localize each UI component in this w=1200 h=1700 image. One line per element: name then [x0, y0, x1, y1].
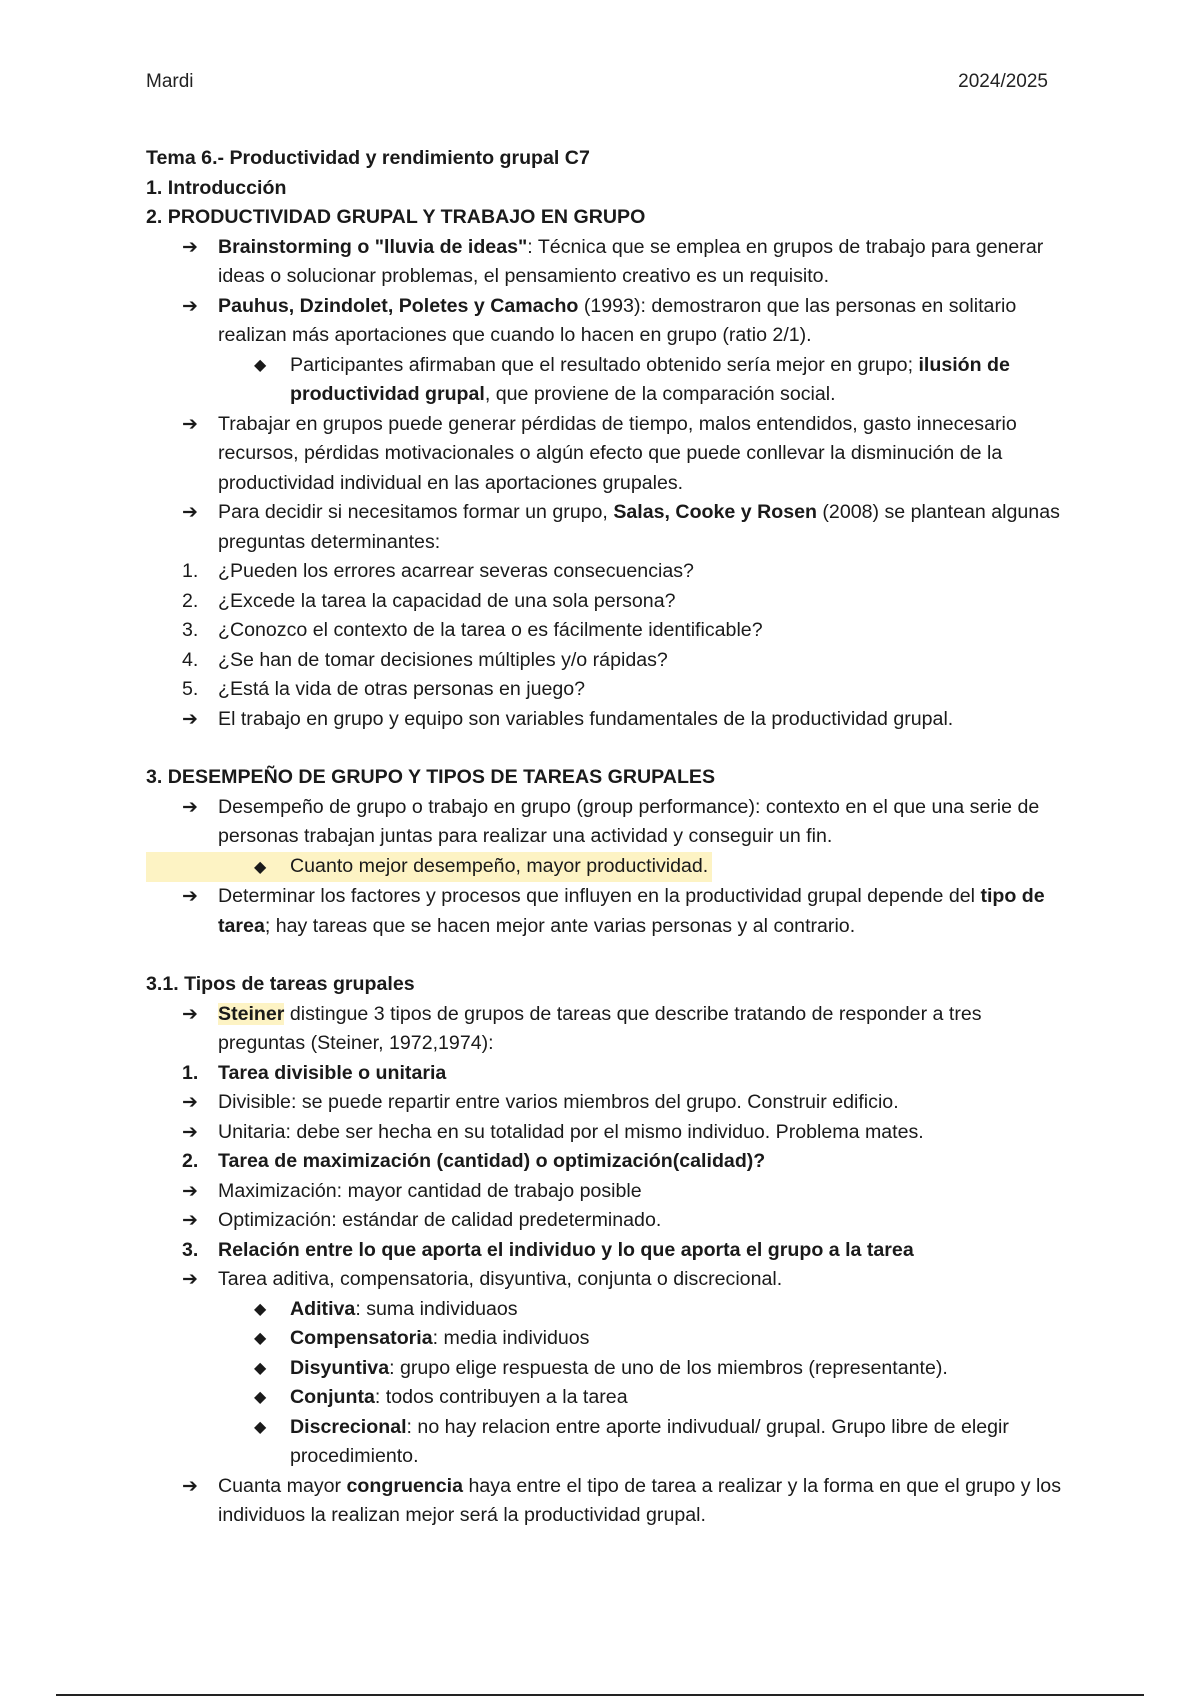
- subbullet-conjunta: ◆ Conjunta: todos contribuyen a la tarea: [146, 1383, 1066, 1413]
- diamond-icon: ◆: [254, 1300, 267, 1318]
- bullet-optimizacion: ➔ Optimización: estándar de calidad predeterminado.: [146, 1206, 1066, 1236]
- question-divisible: 1. Tarea divisible o unitaria: [182, 1061, 447, 1084]
- question-item: 1. ¿Pueden los errores acarrear severas consecuencias?: [182, 560, 694, 582]
- diamond-icon: ◆: [254, 356, 267, 374]
- bullet-maximizacion: ➔ Maximización: mayor cantidad de trabajo posible: [146, 1177, 1066, 1207]
- arrow-icon: ➔: [182, 1475, 198, 1497]
- question-item: 3. ¿Conozco el contexto de la tarea o es fácilmente identificable?: [182, 619, 763, 641]
- question-relacion: 3. Relación entre lo que aporta el individuo y lo que aporta el grupo a la tarea: [182, 1238, 914, 1261]
- arrow-icon: ➔: [182, 413, 198, 435]
- arrow-icon: ➔: [182, 708, 198, 730]
- subbullet-compensatoria: ◆ Compensatoria: media individuos: [146, 1324, 1066, 1354]
- question-item: 5. ¿Está la vida de otras personas en juego?: [182, 678, 586, 700]
- heading-introduccion: 1. Introducción: [146, 176, 287, 199]
- arrow-icon: ➔: [182, 1210, 198, 1231]
- question-item: 4. ¿Se han de tomar decisiones múltiples y/o rápidas?: [182, 648, 668, 671]
- bullet-tipos-tarea: ➔ Tarea aditiva, compensatoria, disyuntiva, conjunta o discrecional.: [146, 1265, 1066, 1295]
- bullet-steiner: ➔ Steiner distingue 3 tipos de grupos de tareas que describe tratando de responder a tres preguntas (Steiner, 1972,1974):: [146, 1000, 1066, 1059]
- bullet-unitaria: ➔ Unitaria: debe ser hecha en su totalidad por el mismo individuo. Problema mates.: [146, 1118, 1066, 1148]
- page-header: [146, 71, 1048, 97]
- heading-desempeno: 3. DESEMPEÑO DE GRUPO Y TIPOS DE TAREAS GRUPALES: [146, 766, 716, 788]
- subbullet-discrecional: ◆ Discrecional: no hay relacion entre aporte indivudual/ grupal. Grupo libre de elegir procedimiento.: [146, 1413, 1066, 1472]
- bullet-pauhus: ➔ Pauhus, Dzindolet, Poletes y Camacho (1993): demostraron que las personas en solitario realizan más aportaciones que cuando lo hacen en grupo (ratio 2/1).: [146, 292, 1066, 351]
- diamond-icon: ◆: [254, 1330, 267, 1347]
- arrow-icon: ➔: [182, 1121, 198, 1143]
- header-name: Mardi: [146, 71, 194, 92]
- footer-divider: [56, 1694, 1144, 1696]
- bullet-tipo-tarea: ➔ Determinar los factores y procesos que influyen en la productividad grupal depende del tipo de tarea; hay tareas que se hacen mejor ante varias personas y al contrario.: [146, 882, 1066, 941]
- document-body: [146, 144, 1066, 1531]
- bullet-brainstorming: ➔ Brainstorming o "lluvia de ideas": Técnica que se emplea en grupos de trabajo para generar ideas o solucionar problemas, el pensamiento creativo es un requisito.: [146, 233, 1066, 292]
- arrow-icon: ➔: [182, 1092, 198, 1113]
- heading-tipos-tareas: 3.1. Tipos de tareas grupales: [146, 973, 415, 995]
- diamond-icon: ◆: [254, 1418, 267, 1436]
- arrow-icon: ➔: [182, 1003, 198, 1025]
- subbullet-aditiva: ◆ Aditiva: suma individuaos: [146, 1295, 1066, 1325]
- arrow-icon: ➔: [182, 796, 198, 818]
- bullet-trabajo-equipo: ➔ El trabajo en grupo y equipo son variables fundamentales de la productividad grupal.: [146, 705, 1066, 735]
- arrow-icon: ➔: [182, 502, 198, 523]
- arrow-icon: ➔: [182, 886, 198, 907]
- subbullet-ilusion: ◆ Participantes afirmaban que el resultado obtenido sería mejor en grupo; ilusión de productividad grupal, que proviene de la comparación social.: [146, 351, 1066, 410]
- arrow-icon: ➔: [182, 1180, 198, 1202]
- bullet-divisible: ➔ Divisible: se puede repartir entre varios miembros del grupo. Construir edificio.: [146, 1088, 1066, 1118]
- diamond-icon: ◆: [254, 858, 267, 876]
- diamond-icon: ◆: [254, 1389, 267, 1406]
- question-item: 2. ¿Excede la tarea la capacidad de una sola persona?: [182, 589, 676, 612]
- arrow-icon: ➔: [182, 295, 198, 317]
- page-title: Tema 6.- Productividad y rendimiento grupal C7: [146, 147, 590, 169]
- bullet-salas: ➔ Para decidir si necesitamos formar un grupo, Salas, Cooke y Rosen (2008) se plantean algunas preguntas determinantes:: [146, 498, 1066, 557]
- arrow-icon: ➔: [182, 236, 198, 258]
- subbullet-highlight: ◆ Cuanto mejor desempeño, mayor productividad.: [146, 852, 1066, 883]
- arrow-icon: ➔: [182, 1269, 198, 1290]
- heading-productividad-grupal: 2. PRODUCTIVIDAD GRUPAL Y TRABAJO EN GRUPO: [146, 206, 646, 228]
- question-maximizacion: 2. Tarea de maximización (cantidad) o optimización(calidad)?: [182, 1150, 766, 1172]
- subbullet-disyuntiva: ◆ Disyuntiva: grupo elige respuesta de uno de los miembros (representante).: [146, 1354, 1066, 1384]
- diamond-icon: ◆: [254, 1359, 267, 1377]
- header-year: 2024/2025: [958, 71, 1048, 92]
- bullet-desempeno: ➔ Desempeño de grupo o trabajo en grupo (group performance): contexto en el que una serie de personas trabajan juntas para realizar una actividad y conseguir un fin.: [146, 793, 1066, 852]
- bullet-congruencia: ➔ Cuanta mayor congruencia haya entre el tipo de tarea a realizar y la forma en que el grupo y los individuos la realizan mejor será la productividad grupal.: [146, 1472, 1066, 1531]
- bullet-perdidas: ➔ Trabajar en grupos puede generar pérdidas de tiempo, malos entendidos, gasto innecesario recursos, pérdidas motivacionales o algún efecto que puede conllevar la disminución de la productividad individual en las aportaciones grupales.: [146, 410, 1066, 499]
